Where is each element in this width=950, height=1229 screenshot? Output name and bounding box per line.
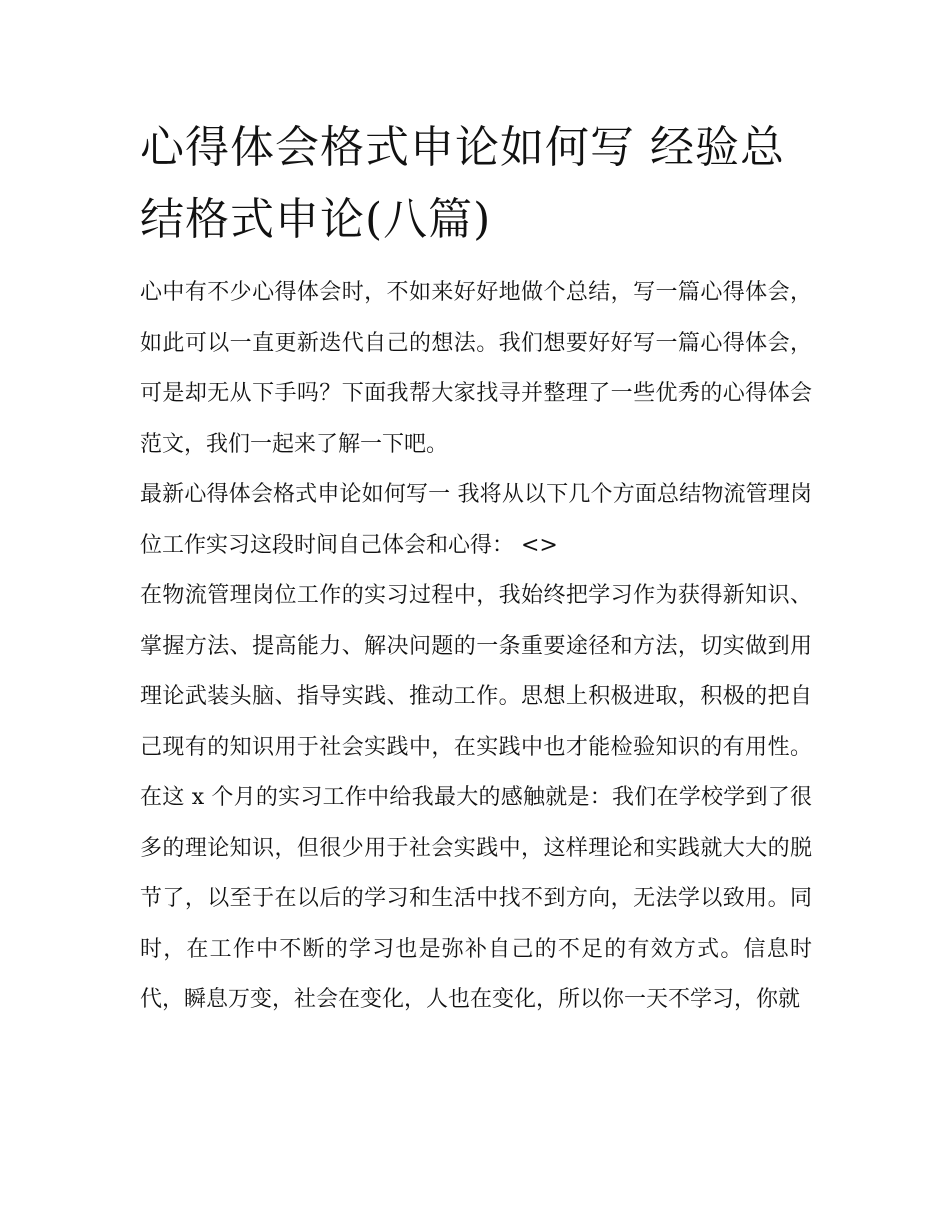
paragraph-body: 在物流管理岗位工作的实习过程中，我始终把学习作为获得新知识、掌握方法、提高能力、解决问题的一条重要途径和方法，切实做到用理论武装头脑、指导实践、推动工作。思想上积极进取，积极的把自己现有的知识用于社会实践中，在实践中也才能检验知识的有用性。在这 x 个月的实习工作中给我最大的感触就是：我们在学校学到了很多的理论知识，但很少用于社会实践中，这样理论和实践就大大的脱节了，以至于在以后的学习和生活中找不到方向，无法学以致用。同时，在工作中不断的学习也是弥补自己的不足的有效方式。信息时代，瞬息万变，社会在变化，人也在变化，所以你一天不学习，你就 [140,583,812,1012]
paragraph-section-heading: 最新心得体会格式申论如何写一 我将从以下几个方面总结物流管理岗位工作实习这段时间自己体会和心得： <> [140,482,812,558]
document-body [140,268,812,1026]
paragraph-intro: 心中有不少心得体会时，不如来好好地做个总结，写一篇心得体会，如此可以一直更新迭代自己的想法。我们想要好好写一篇心得体会，可是却无从下手吗？下面我帮大家找寻并整理了一些优秀的心得体会范文，我们一起来了解一下吧。 [140,280,812,457]
document-title: 心得体会格式申论如何写 经验总结格式申论(八篇) [140,122,785,245]
